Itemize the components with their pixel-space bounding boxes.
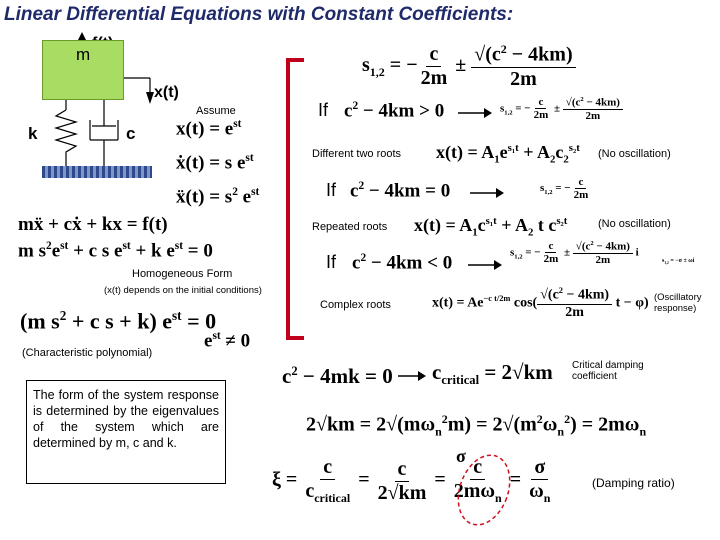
arrow-icon <box>458 106 494 120</box>
arrow-icon <box>468 258 504 272</box>
damper-label: c <box>126 124 136 143</box>
mass-label: m <box>76 45 91 64</box>
assume-x-eq: $x(t) = e^{st}$ <box>176 118 242 140</box>
arrow-icon <box>398 368 428 384</box>
case3-solution: $x(t) = Ae^{-c t/2m}$ cos( $\frac{√(c^2 - 4km)}{2m}$ t − φ) <box>432 286 649 320</box>
assume-xdot-eq: ẋ(t) = s $e^{st}$ <box>176 152 254 174</box>
assume-xddot-eq: ẍ(t) = $s^2$ $e^{st}$ <box>176 186 260 208</box>
arrow-icon <box>470 186 506 200</box>
assume-label: Assume <box>196 105 236 117</box>
char-eq: (m $s^2 + c$ s + k) $e^{st} = 0$ <box>20 308 217 334</box>
critical-condition: $c^2 - 4mk = 0$ <box>282 364 393 388</box>
damping-ratio-label: (Damping ratio) <box>592 476 675 490</box>
no-oscillation-label-1: (No oscillation) <box>598 148 671 160</box>
initial-conditions-label: (x(t) depends on the initial conditions) <box>104 285 262 296</box>
oscillatory-label: (Oscillatory response) <box>654 292 702 314</box>
case3-roots-short: $s_{1,2} = -\sigma \pm \omega i$ <box>662 258 695 266</box>
case2-solution: $x(t) = A_1c^{s_1t} + A_2$ t $c^{s_2t}$ <box>414 215 568 239</box>
case1-solution: $x(t) = A_1e^{s_1t} + A_2c_2^{s_2t}$ <box>436 142 580 166</box>
case1-condition: $c^2 - 4km > 0$ <box>344 100 445 122</box>
complex-roots-label: Complex roots <box>320 299 391 311</box>
page-title: Linear Differential Equations with Constant Coefficients: <box>4 4 514 25</box>
no-oscillation-label-2: (No oscillation) <box>598 218 671 230</box>
repeated-roots-label: Repeated roots <box>312 221 388 233</box>
if-label-3: If <box>326 252 337 272</box>
critical-expansion: $2√km = 2√(m\omega_n^2m) = 2√(m^2\omega_n^2) = 2m\omega_n$ <box>306 412 647 439</box>
case1-roots: $s_{1,2}$ = − $\frac{c}{2m}$ ± $\frac{√(c^2 - 4km)}{2m}$ <box>500 96 623 122</box>
spring-label: k <box>28 124 38 143</box>
red-ellipse <box>448 452 520 528</box>
homogeneous-label: Homogeneous Form <box>132 268 233 280</box>
note-box: The form of the system response is determined by the eigenvalues of the system which are determined by m, c and k. <box>26 380 226 484</box>
motion-eq: mẍ + cẋ + kx = f(t) <box>18 214 168 235</box>
mass-block <box>42 40 124 100</box>
case3-condition: $c^2 - 4km < 0$ <box>352 252 453 274</box>
case2-roots: $s_{1,2}$ = − $\frac{c}{2m}$ <box>540 176 589 201</box>
different-roots-label: Different two roots <box>312 148 402 160</box>
damping-ratio-eq: ξ = $\frac{c}{c_{critical}}$ = $\frac{c}{2√km}$ = $\frac{c}{2m\omega_n}$ = $\frac{\sigma}{\omega_n}$ <box>272 456 551 505</box>
char-poly-label: (Characteristic polynomial) <box>22 347 153 359</box>
est-nonzero: $e^{st} \ne 0$ <box>204 330 251 352</box>
displacement-label: x(t) <box>154 84 179 101</box>
ground <box>42 166 152 178</box>
if-label-1: If <box>318 100 329 120</box>
case2-condition: $c^2 - 4km = 0$ <box>350 180 451 202</box>
critical-label: Critical damping coefficient <box>572 360 644 382</box>
critical-coefficient-eq: $c_{critical} = 2√km$ <box>432 360 553 388</box>
roots-formula: $s_{1,2}$ = − $\frac{c}{2m}$ ± $\frac{√(c^2 - 4km)}{2m}$ <box>362 42 576 91</box>
sigma-label: σ <box>456 446 466 466</box>
red-bracket <box>278 58 308 342</box>
substituted-eq: m $s^2e^{st} + c$ s $e^{st} + k$ $e^{st} = 0$ <box>18 240 213 262</box>
if-label-2: If <box>326 180 337 200</box>
case3-roots: $s_{1,2}$ = − $\frac{c}{2m}$ ± $\frac{√(c^2 - 4km)}{2m}$ i <box>510 240 639 266</box>
